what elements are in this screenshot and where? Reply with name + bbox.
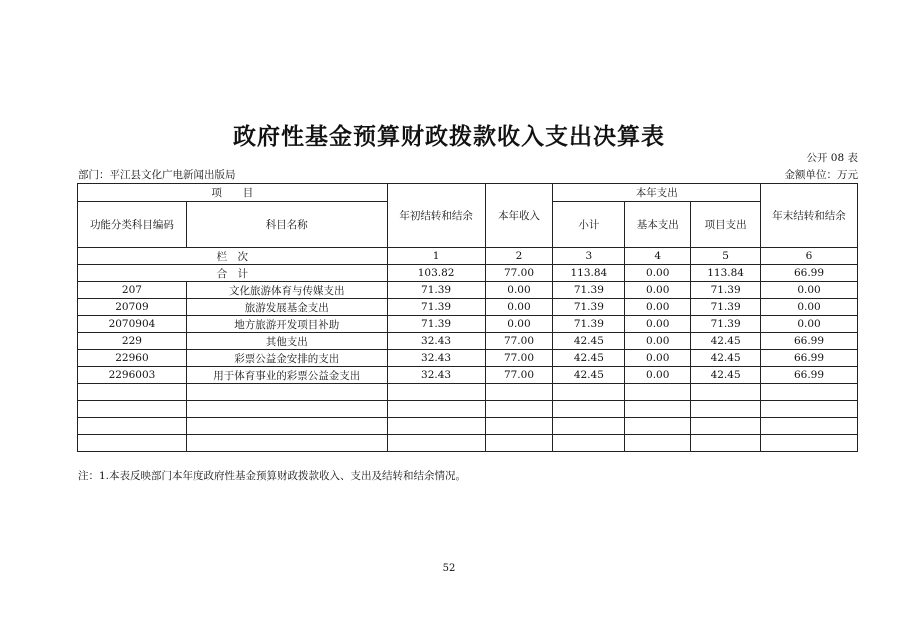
header-income: 本年收入 (485, 184, 553, 248)
cell-opening: 32.43 (387, 350, 485, 367)
header-closing-balance: 年末结转和结余 (761, 184, 858, 248)
total-label: 合 计 (78, 265, 388, 282)
cell-name: 用于体育事业的彩票公益金支出 (186, 367, 387, 384)
cell-name: 旅游发展基金支出 (186, 299, 387, 316)
footnote: 注：1.本表反映部门本年度政府性基金预算财政拨款收入、支出及结转和结余情况。 (78, 470, 467, 482)
table-row (78, 282, 858, 299)
cell-basic: 0.00 (625, 316, 691, 333)
cell-project: 71.39 (691, 316, 761, 333)
unit-label: 金额单位：万元 (784, 169, 858, 181)
cell-project: 42.45 (691, 333, 761, 350)
cell-basic: 0.00 (625, 299, 691, 316)
cell-basic: 0.00 (625, 333, 691, 350)
header-code: 功能分类科目编码 (78, 202, 187, 248)
cell-code: 22960 (78, 350, 187, 367)
cell-opening: 32.43 (387, 367, 485, 384)
cell-name: 其他支出 (186, 333, 387, 350)
total-project: 113.84 (691, 265, 761, 282)
cell-basic: 0.00 (625, 350, 691, 367)
cell-closing: 0.00 (761, 299, 858, 316)
cell-closing: 0.00 (761, 282, 858, 299)
cell-income: 77.00 (485, 333, 553, 350)
cell-income: 0.00 (485, 282, 553, 299)
table-row (78, 299, 858, 316)
col-num: 4 (625, 248, 691, 265)
col-num: 6 (761, 248, 858, 265)
budget-table (77, 183, 858, 452)
table-row (78, 333, 858, 350)
col-num: 5 (691, 248, 761, 265)
cell-subtotal: 42.45 (553, 367, 625, 384)
blank-row (78, 435, 858, 452)
cell-opening: 71.39 (387, 299, 485, 316)
header-name: 科目名称 (186, 202, 387, 248)
cell-subtotal: 42.45 (553, 333, 625, 350)
header-subtotal: 小计 (553, 202, 625, 248)
blank-row (78, 418, 858, 435)
cell-code: 20709 (78, 299, 187, 316)
cell-opening: 71.39 (387, 316, 485, 333)
cell-name: 文化旅游体育与传媒支出 (186, 282, 387, 299)
cell-income: 77.00 (485, 350, 553, 367)
header-item: 项 目 (78, 184, 388, 202)
cell-closing: 66.99 (761, 333, 858, 350)
header-expense-group: 本年支出 (553, 184, 761, 202)
cell-closing: 66.99 (761, 367, 858, 384)
col-num: 3 (553, 248, 625, 265)
column-number-row (78, 248, 858, 265)
col-num: 2 (485, 248, 553, 265)
blank-row (78, 401, 858, 418)
total-subtotal: 113.84 (553, 265, 625, 282)
cell-code: 2296003 (78, 367, 187, 384)
cell-subtotal: 42.45 (553, 350, 625, 367)
total-row (78, 265, 858, 282)
header-basic: 基本支出 (625, 202, 691, 248)
cell-subtotal: 71.39 (553, 316, 625, 333)
header-project: 项目支出 (691, 202, 761, 248)
table-row (78, 350, 858, 367)
table-row (78, 367, 858, 384)
cell-income: 0.00 (485, 299, 553, 316)
cell-project: 42.45 (691, 350, 761, 367)
cell-project: 42.45 (691, 367, 761, 384)
cell-income: 77.00 (485, 367, 553, 384)
cell-basic: 0.00 (625, 282, 691, 299)
cell-opening: 32.43 (387, 333, 485, 350)
cell-subtotal: 71.39 (553, 282, 625, 299)
form-number: 公开 08 表 (806, 152, 858, 164)
cell-code: 2070904 (78, 316, 187, 333)
cell-code: 229 (78, 333, 187, 350)
cell-project: 71.39 (691, 299, 761, 316)
cell-basic: 0.00 (625, 367, 691, 384)
page-number: 52 (442, 563, 456, 574)
department-label: 部门：平江县文化广电新闻出版局 (78, 169, 236, 181)
total-income: 77.00 (485, 265, 553, 282)
header-opening-balance: 年初结转和结余 (387, 184, 485, 248)
cell-name: 彩票公益金安排的支出 (186, 350, 387, 367)
total-opening: 103.82 (387, 265, 485, 282)
col-num: 1 (387, 248, 485, 265)
cell-closing: 0.00 (761, 316, 858, 333)
cell-income: 0.00 (485, 316, 553, 333)
total-basic: 0.00 (625, 265, 691, 282)
col-label: 栏 次 (78, 248, 388, 265)
cell-code: 207 (78, 282, 187, 299)
table-row (78, 316, 858, 333)
cell-opening: 71.39 (387, 282, 485, 299)
cell-subtotal: 71.39 (553, 299, 625, 316)
blank-row (78, 384, 858, 401)
cell-project: 71.39 (691, 282, 761, 299)
page-title: 政府性基金预算财政拨款收入支出决算表 (233, 124, 665, 150)
cell-name: 地方旅游开发项目补助 (186, 316, 387, 333)
cell-closing: 66.99 (761, 350, 858, 367)
total-closing: 66.99 (761, 265, 858, 282)
